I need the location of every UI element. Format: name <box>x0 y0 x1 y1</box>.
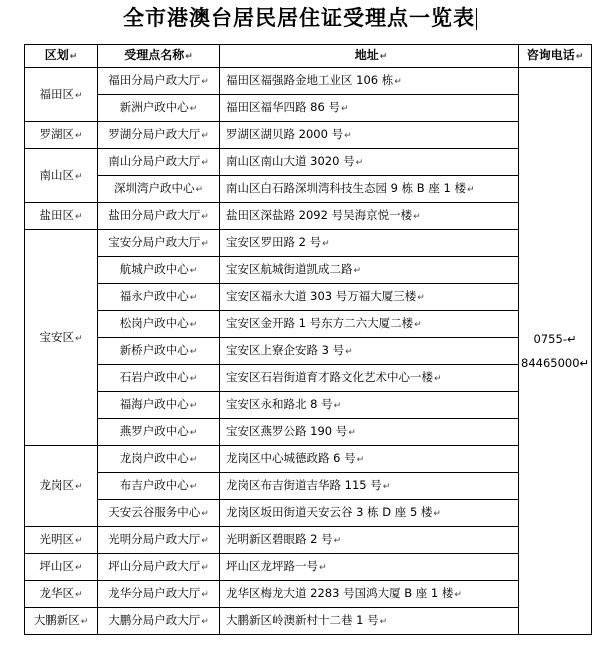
table-row <box>25 338 592 365</box>
table-row <box>25 365 592 392</box>
district-cell: 宝安区↵ <box>25 230 98 446</box>
address-cell: 罗湖区湖贝路 2000 号↵ <box>220 122 519 149</box>
phone-line-1: 0755-↵ <box>533 332 577 346</box>
address-cell: 龙华区梅龙大道 2283 号国鸿大厦 B 座 1 楼↵ <box>220 581 519 608</box>
address-cell: 宝安区永和路北 8 号↵ <box>220 392 519 419</box>
point-name-cell: 新洲户政中心↵ <box>98 95 220 122</box>
address-cell: 南山区南山大道 3020 号↵ <box>220 149 519 176</box>
address-cell: 龙岗区中心城德政路 6 号↵ <box>220 446 519 473</box>
phone-cell <box>519 68 592 635</box>
table-row <box>25 446 592 473</box>
point-name-cell: 深圳湾户政中心↵ <box>98 176 220 203</box>
point-name-cell: 龙华分局户政大厅↵ <box>98 581 220 608</box>
district-cell: 罗湖区↵ <box>25 122 98 149</box>
point-name-cell: 坪山分局户政大厅↵ <box>98 554 220 581</box>
table-body <box>25 68 592 635</box>
page-title <box>0 4 600 32</box>
point-name-cell: 福永户政中心↵ <box>98 284 220 311</box>
table-row <box>25 284 592 311</box>
point-name-cell: 光明分局户政大厅↵ <box>98 527 220 554</box>
district-name: 福田区 <box>39 86 74 101</box>
district-name: 盐田区 <box>39 208 74 222</box>
address-cell: 龙岗区布吉街道吉华路 115 号↵ <box>220 473 519 500</box>
table-row <box>25 608 592 635</box>
point-name-cell: 福田分局户政大厅↵ <box>98 68 220 95</box>
address-cell: 宝安区罗田路 2 号↵ <box>220 230 519 257</box>
point-name-cell: 新桥户政中心↵ <box>98 338 220 365</box>
district-name: 大鹏新区 <box>33 613 80 627</box>
header-phone: 咨询电话↵ <box>519 45 592 68</box>
service-points-table <box>24 44 592 635</box>
table-row <box>25 392 592 419</box>
district-cell: 龙华区↵ <box>25 581 98 608</box>
point-name-cell: 石岩户政中心↵ <box>98 365 220 392</box>
district-cell: 光明区↵ <box>25 527 98 554</box>
table-row <box>25 68 592 95</box>
table-row <box>25 527 592 554</box>
point-name-cell: 燕罗户政中心↵ <box>98 419 220 446</box>
district-cell: 坪山区↵ <box>25 554 98 581</box>
point-name-cell: 航城户政中心↵ <box>98 257 220 284</box>
address-cell: 南山区白石路深圳湾科技生态园 9 栋 B 座 1 楼↵ <box>220 176 519 203</box>
address-cell: 宝安区石岩街道育才路文化艺术中心一楼↵ <box>220 365 519 392</box>
table-row <box>25 95 592 122</box>
address-cell: 光明新区碧眼路 2 号↵ <box>220 527 519 554</box>
point-name-cell: 松岗户政中心↵ <box>98 311 220 338</box>
address-cell: 福田区福强路金地工业区 106 栋↵ <box>220 68 519 95</box>
point-name-cell: 大鹏分局户政大厅↵ <box>98 608 220 635</box>
title-text: 全市港澳台居民居住证受理点一览表 <box>123 6 475 30</box>
district-name: 龙华区 <box>39 586 74 600</box>
address-cell: 龙岗区坂田街道天安云谷 3 栋 D 座 5 楼↵ <box>220 500 519 527</box>
point-name-cell: 龙岗户政中心↵ <box>98 446 220 473</box>
table-row <box>25 257 592 284</box>
table-row <box>25 176 592 203</box>
district-cell: 龙岗区↵ <box>25 446 98 527</box>
district-cell: 大鹏新区↵ <box>25 608 98 635</box>
address-cell: 坪山区龙坪路一号↵ <box>220 554 519 581</box>
table-row <box>25 500 592 527</box>
header-point: 受理点名称↵ <box>98 45 220 68</box>
district-cell: 福田区↵ <box>25 68 98 122</box>
address-cell: 盐田区深盐路 2092 号吴海京悦一楼↵ <box>220 203 519 230</box>
address-cell: 宝安区航城街道凯成二路↵ <box>220 257 519 284</box>
text-cursor <box>476 8 477 30</box>
district-cell: 南山区↵ <box>25 149 98 203</box>
header-address: 地址↵ <box>220 45 519 68</box>
table-row <box>25 581 592 608</box>
address-cell: 大鹏新区岭澳新村十二巷 1 号↵ <box>220 608 519 635</box>
point-name-cell: 南山分局户政大厅↵ <box>98 149 220 176</box>
table-header-row <box>25 45 592 68</box>
table-row <box>25 311 592 338</box>
point-name-cell: 布吉户政中心↵ <box>98 473 220 500</box>
address-cell: 福田区福华四路 86 号↵ <box>220 95 519 122</box>
address-cell: 宝安区金开路 1 号东方二六大厦二楼↵ <box>220 311 519 338</box>
district-name: 光明区 <box>39 532 74 546</box>
table-row <box>25 149 592 176</box>
table-row <box>25 473 592 500</box>
district-name: 罗湖区 <box>39 127 74 141</box>
district-name: 宝安区 <box>39 329 74 344</box>
header-district: 区划↵ <box>25 45 98 68</box>
point-name-cell: 福海户政中心↵ <box>98 392 220 419</box>
table-row <box>25 203 592 230</box>
table-row <box>25 122 592 149</box>
address-cell: 宝安区福永大道 303 号万福大厦三楼↵ <box>220 284 519 311</box>
point-name-cell: 天安云谷服务中心↵ <box>98 500 220 527</box>
address-cell: 宝安区上寮企安路 3 号↵ <box>220 338 519 365</box>
point-name-cell: 宝安分局户政大厅↵ <box>98 230 220 257</box>
address-cell: 宝安区燕罗公路 190 号↵ <box>220 419 519 446</box>
district-name: 坪山区 <box>39 559 74 573</box>
table-row <box>25 554 592 581</box>
phone-line-2: 84465000↵ <box>521 356 590 370</box>
table-row <box>25 419 592 446</box>
table-row <box>25 230 592 257</box>
district-name: 南山区 <box>39 167 74 182</box>
point-name-cell: 盐田分局户政大厅↵ <box>98 203 220 230</box>
point-name-cell: 罗湖分局户政大厅↵ <box>98 122 220 149</box>
district-name: 龙岗区 <box>39 478 74 492</box>
district-cell: 盐田区↵ <box>25 203 98 230</box>
